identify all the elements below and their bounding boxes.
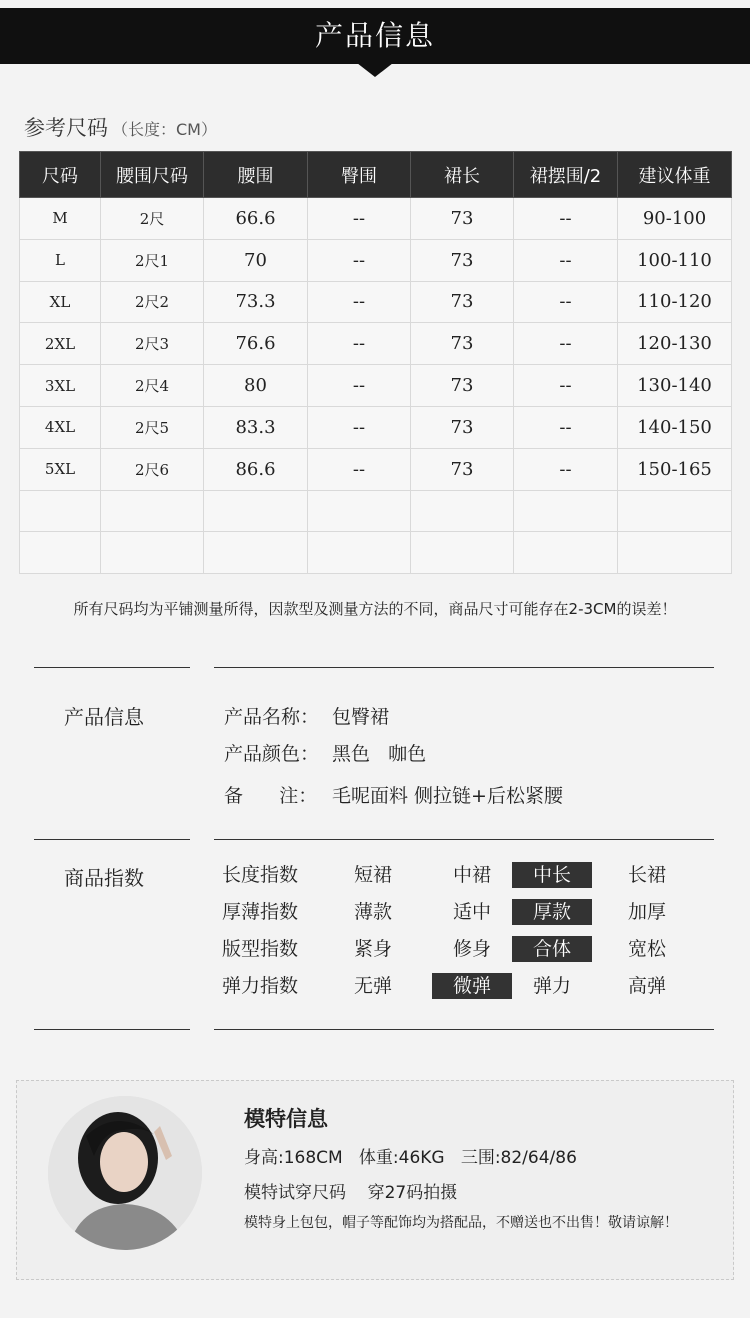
col-header: 腰围 — [204, 152, 308, 198]
table-cell: XL — [20, 281, 101, 323]
table-cell: 2尺5 — [101, 406, 204, 448]
index-option: 紧身 — [353, 938, 392, 960]
model-avatar — [48, 1096, 202, 1250]
table-cell: 100-110 — [618, 239, 732, 281]
table-cell: 73 — [411, 239, 514, 281]
index-option: 长裙 — [627, 864, 666, 886]
size-chart-heading — [24, 112, 217, 142]
index-option: 修身 — [452, 938, 491, 960]
table-row — [20, 406, 732, 448]
size-table — [19, 151, 732, 574]
table-cell: 2XL — [20, 323, 101, 365]
table-cell: -- — [308, 448, 411, 490]
divider — [214, 839, 714, 840]
table-cell: 80 — [204, 365, 308, 407]
table-row — [20, 281, 732, 323]
table-cell: 4XL — [20, 406, 101, 448]
table-cell: 2尺2 — [101, 281, 204, 323]
model-info-title: 模特信息 — [244, 1107, 328, 1131]
table-cell — [308, 532, 411, 574]
divider — [34, 1029, 190, 1030]
product-name-value: 包臀裙 — [332, 706, 390, 728]
table-cell: 73 — [411, 406, 514, 448]
table-cell — [514, 532, 618, 574]
table-cell: -- — [308, 365, 411, 407]
table-cell: 73 — [411, 448, 514, 490]
index-option-selected: 厚款 — [512, 899, 592, 925]
product-color-key: 产品颜色： — [224, 743, 320, 765]
col-header: 裙长 — [411, 152, 514, 198]
table-cell: -- — [514, 239, 618, 281]
product-color-row — [224, 739, 426, 766]
table-row — [20, 198, 732, 240]
index-option: 宽松 — [627, 938, 666, 960]
table-cell: 2尺3 — [101, 323, 204, 365]
product-index-label: 商品指数 — [64, 866, 144, 890]
table-cell — [411, 532, 514, 574]
table-cell — [204, 490, 308, 532]
table-cell: -- — [514, 323, 618, 365]
table-cell: -- — [308, 281, 411, 323]
table-row — [20, 239, 732, 281]
index-name: 厚薄指数 — [222, 901, 299, 923]
product-name-row — [224, 702, 389, 729]
table-cell: 73 — [411, 198, 514, 240]
index-row — [210, 862, 710, 892]
product-name-key: 产品名称： — [224, 706, 320, 728]
model-photo — [48, 1096, 202, 1250]
product-info-label: 产品信息 — [64, 705, 144, 729]
index-row — [210, 899, 710, 929]
product-remark-key: 备 注： — [224, 785, 318, 807]
table-cell: 2尺4 — [101, 365, 204, 407]
product-color-value: 黑色 咖色 — [332, 743, 427, 765]
index-name: 长度指数 — [222, 864, 299, 886]
model-disclaimer: 模特身上包包，帽子等配饰均为搭配品，不赠送也不出售！敬请谅解！ — [244, 1215, 678, 1231]
col-header: 尺码 — [20, 152, 101, 198]
index-option-selected: 微弹 — [432, 973, 512, 999]
table-cell: 5XL — [20, 448, 101, 490]
index-option-selected: 中长 — [512, 862, 592, 888]
table-cell: 73 — [411, 365, 514, 407]
table-cell: 73 — [411, 281, 514, 323]
table-cell — [618, 532, 732, 574]
table-cell: 2尺1 — [101, 239, 204, 281]
table-cell: -- — [514, 198, 618, 240]
table-cell: -- — [514, 406, 618, 448]
table-cell: -- — [308, 323, 411, 365]
table-cell: 86.6 — [204, 448, 308, 490]
table-cell: L — [20, 239, 101, 281]
table-row — [20, 323, 732, 365]
size-chart-unit: （长度：CM） — [112, 120, 217, 139]
col-header: 建议体重 — [618, 152, 732, 198]
index-option: 适中 — [452, 901, 491, 923]
size-table-header — [20, 152, 732, 198]
product-remark-row — [224, 781, 563, 808]
table-cell: 2尺6 — [101, 448, 204, 490]
index-option: 无弹 — [353, 975, 392, 997]
table-cell: 2尺 — [101, 198, 204, 240]
table-cell: M — [20, 198, 101, 240]
index-row — [210, 936, 710, 966]
table-cell — [618, 490, 732, 532]
table-cell: -- — [308, 406, 411, 448]
index-option: 短裙 — [353, 864, 392, 886]
col-header: 臀围 — [308, 152, 411, 198]
index-option: 高弹 — [627, 975, 666, 997]
table-cell: 140-150 — [618, 406, 732, 448]
divider — [34, 839, 190, 840]
index-name: 弹力指数 — [222, 975, 299, 997]
index-option: 加厚 — [627, 901, 666, 923]
table-cell: 83.3 — [204, 406, 308, 448]
col-header: 裙摆围/2 — [514, 152, 618, 198]
table-cell: 110-120 — [618, 281, 732, 323]
header-notch — [357, 63, 393, 77]
table-row — [20, 448, 732, 490]
table-cell: 73 — [411, 323, 514, 365]
index-option: 薄款 — [353, 901, 392, 923]
table-cell — [308, 490, 411, 532]
index-name: 版型指数 — [222, 938, 299, 960]
table-cell — [101, 490, 204, 532]
table-row — [20, 532, 732, 574]
product-remark-value: 毛呢面料 侧拉链+后松紧腰 — [332, 785, 563, 807]
table-cell — [411, 490, 514, 532]
index-row — [210, 973, 710, 1003]
table-cell: 150-165 — [618, 448, 732, 490]
size-table-body — [20, 198, 732, 574]
table-cell: -- — [514, 448, 618, 490]
table-cell: -- — [514, 281, 618, 323]
model-fit: 模特试穿尺码 穿27码拍摄 — [244, 1183, 458, 1203]
table-cell: 120-130 — [618, 323, 732, 365]
model-stats: 身高:168CM 体重:46KG 三围:82/64/86 — [244, 1148, 577, 1168]
table-row — [20, 490, 732, 532]
index-option: 弹力 — [532, 975, 571, 997]
table-row — [20, 365, 732, 407]
table-cell: 73.3 — [204, 281, 308, 323]
table-cell: 70 — [204, 239, 308, 281]
table-cell: -- — [308, 239, 411, 281]
divider — [34, 667, 190, 668]
table-cell: 130-140 — [618, 365, 732, 407]
table-cell: -- — [308, 198, 411, 240]
divider — [214, 667, 714, 668]
table-cell — [204, 532, 308, 574]
table-cell: 76.6 — [204, 323, 308, 365]
table-cell — [101, 532, 204, 574]
table-cell: 66.6 — [204, 198, 308, 240]
size-chart-title: 参考尺码 — [24, 116, 108, 140]
table-cell — [20, 490, 101, 532]
index-option-selected: 合体 — [512, 936, 592, 962]
col-header: 腰围尺码 — [101, 152, 204, 198]
table-cell — [20, 532, 101, 574]
page-title: 产品信息 — [314, 19, 435, 52]
table-cell: -- — [514, 365, 618, 407]
index-option: 中裙 — [452, 864, 491, 886]
divider — [214, 1029, 714, 1030]
measurement-note: 所有尺码均为平铺测量所得，因款型及测量方法的不同，商品尺寸可能存在2-3CM的误差！ — [73, 600, 677, 618]
table-cell: 90-100 — [618, 198, 732, 240]
table-cell: 3XL — [20, 365, 101, 407]
table-cell — [514, 490, 618, 532]
